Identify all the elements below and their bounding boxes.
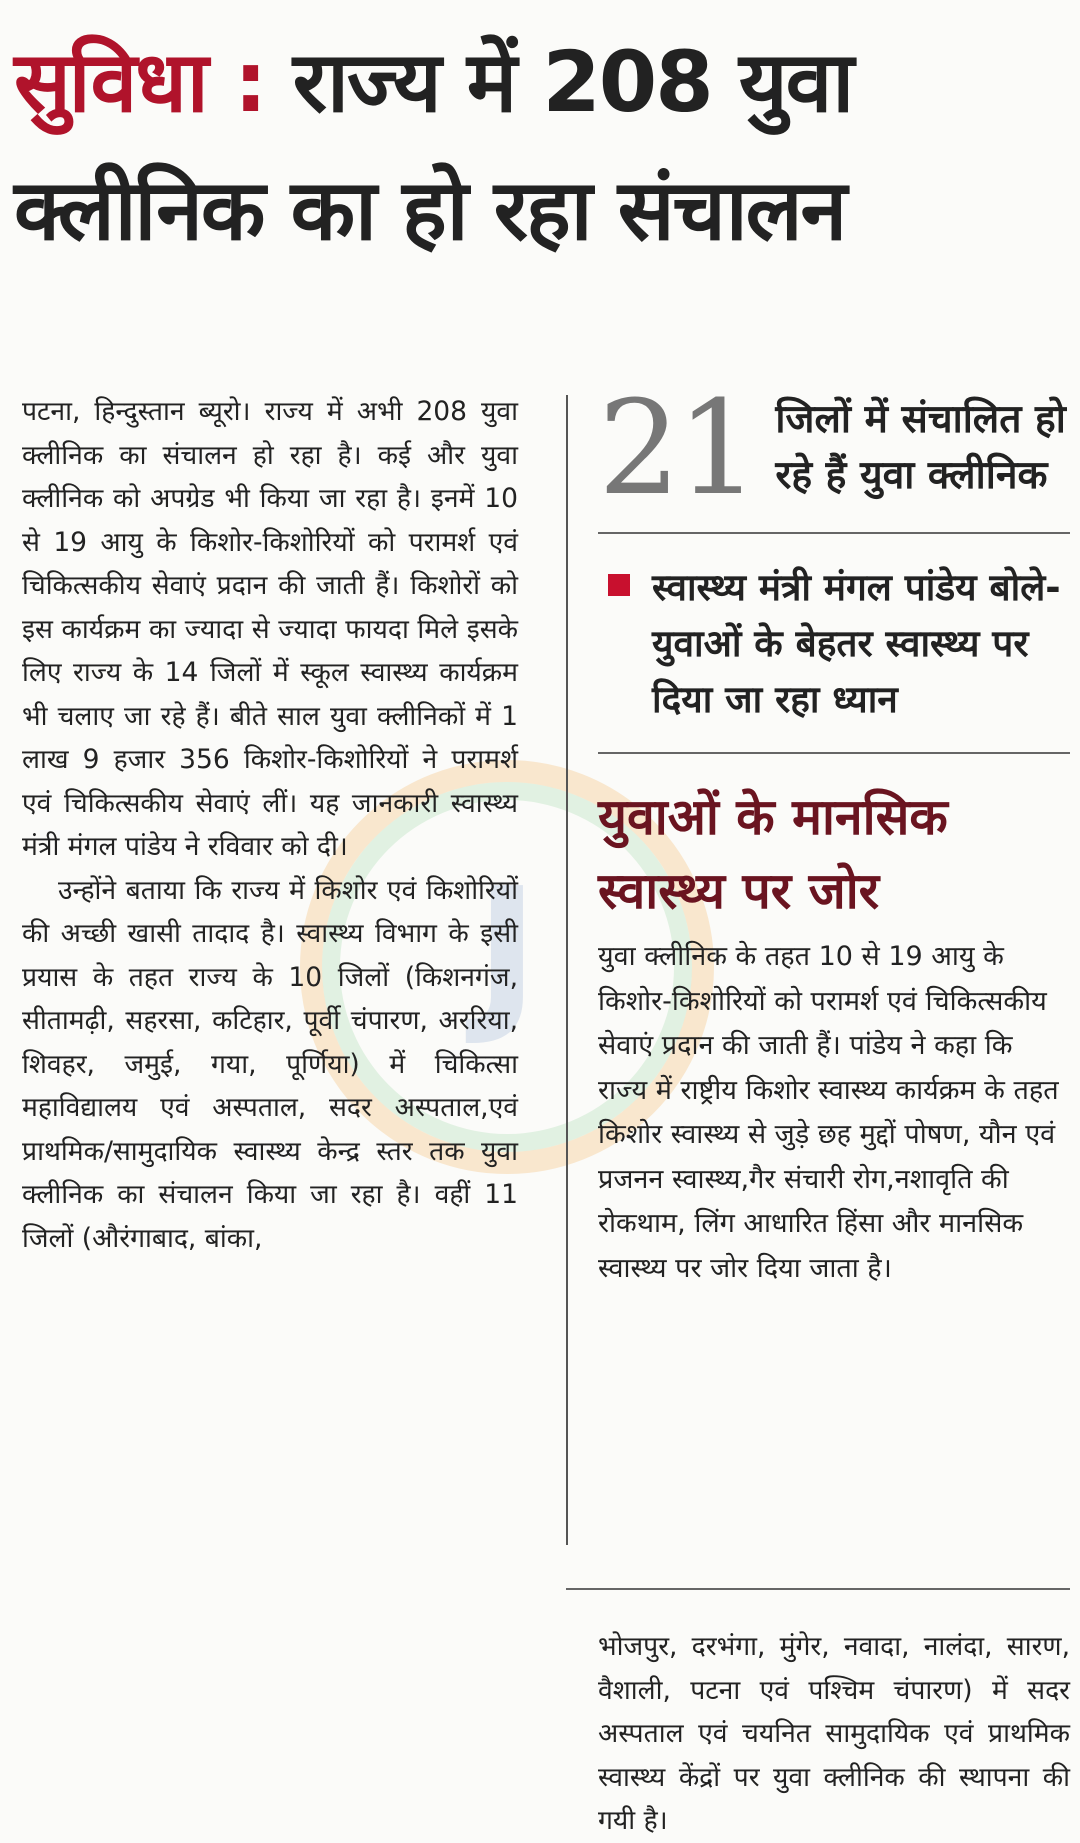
headline-line2: क्लीनिक का हो रहा संचालन (14, 161, 846, 259)
article-paragraph-2: उन्होंने बताया कि राज्य में किशोर एवं किशोरियों की अच्छी खासी तादाद है। स्वास्थ्य विभाग के इसी प्रयास के तहत राज्य के 10 जिलों (किशनगंज, सीतामढ़ी, सहरसा, कटिहार, पूर्वी चंपारण, अररिया, शिवहर, जमुई, गया, पूर्णिया) में चिकित्सा महाविद्यालय एवं अस्पताल, सदर अस्पताल,एवं प्राथमिक/सामुदायिक स्वास्थ्य केन्द्र स्तर तक युवा क्लीनिक का संचालन किया जा रहा है। वहीं 11 जिलों (औरंगाबाद, बांका, (22, 874, 518, 1254)
article-left-column (22, 390, 518, 1260)
divider-rule (598, 532, 1070, 534)
divider-rule (566, 1588, 1070, 1590)
divider-rule (598, 752, 1070, 754)
headline (14, 18, 1070, 274)
headline-line1: राज्य में 208 युवा (292, 33, 853, 131)
highlight-box (598, 372, 1070, 524)
bullet-text: स्वास्थ्य मंत्री मंगल पांडेय बोले- युवाओं के बेहतर स्वास्थ्य पर दिया जा रहा ध्यान (652, 566, 1061, 721)
watermark-icon: J (475, 852, 539, 1050)
subsection-paragraph: युवा क्लीनिक के तहत 10 से 19 आयु के किशोर-किशोरियों को परामर्श एवं चिकित्सकीय सेवाएं प्रदान की जाती हैं। पांडेय ने कहा कि राज्य में राष्ट्रीय किशोर स्वास्थ्य कार्यक्रम के तहत किशोर स्वास्थ्य से जुड़े छह मुद्दों पोषण, यौन एवं प्रजनन स्वास्थ्य,गैर संचारी रोग,नशावृति की रोकथाम, लिंग आधारित हिंसा और मानसिक स्वास्थ्य पर जोर दिया जाता है। (598, 941, 1059, 1284)
column-divider (566, 395, 568, 1545)
headline-tag: सुविधा : (14, 33, 266, 131)
article-paragraph-1: पटना, हिन्दुस्तान ब्यूरो। राज्य में अभी 208 युवा क्लीनिक का संचालन हो रहा है। कई और युवा क्लीनिक को अपग्रेड भी किया जा रहा है। इनमें 10 से 19 आयु के किशोर-किशोरियों को परामर्श एवं चिकित्सकीय सेवाएं प्रदान की जाती हैं। किशोरों को इस कार्यक्रम का ज्यादा से ज्यादा फायदा मिले इसके लिए राज्य के 14 जिलों में स्कूल स्वास्थ्य कार्यक्रम भी चलाए जा रहे हैं। बीते साल युवा क्लीनिकों में 1 लाख 9 हजार 356 किशोर-किशोरियों ने परामर्श एवं चिकित्सकीय सेवाएं लीं। यह जानकारी स्वास्थ्य मंत्री मंगल पांडेय ने रविवार को दी। (22, 396, 518, 862)
article-continuation (598, 1625, 1070, 1843)
bullet-square-icon (608, 574, 630, 596)
subsection-body (598, 935, 1070, 1291)
continuation-paragraph: भोजपुर, दरभंगा, मुंगेर, नवादा, नालंदा, सारण, वैशाली, पटना एवं पश्चिम चंपारण) में सदर अस्पताल एवं चयनित सामुदायिक एवं प्राथमिक स्वास्थ्य केंद्रों पर युवा क्लीनिक की स्थापना की गयी है। (598, 1631, 1070, 1836)
bullet-point (598, 560, 1070, 728)
highlight-text: जिलों में संचालित हो रहे हैं युवा क्लीनिक (775, 397, 1066, 498)
highlight-number: 21 (598, 372, 756, 524)
subsection-heading: युवाओं के मानसिक स्वास्थ्य पर जोर (598, 788, 948, 920)
